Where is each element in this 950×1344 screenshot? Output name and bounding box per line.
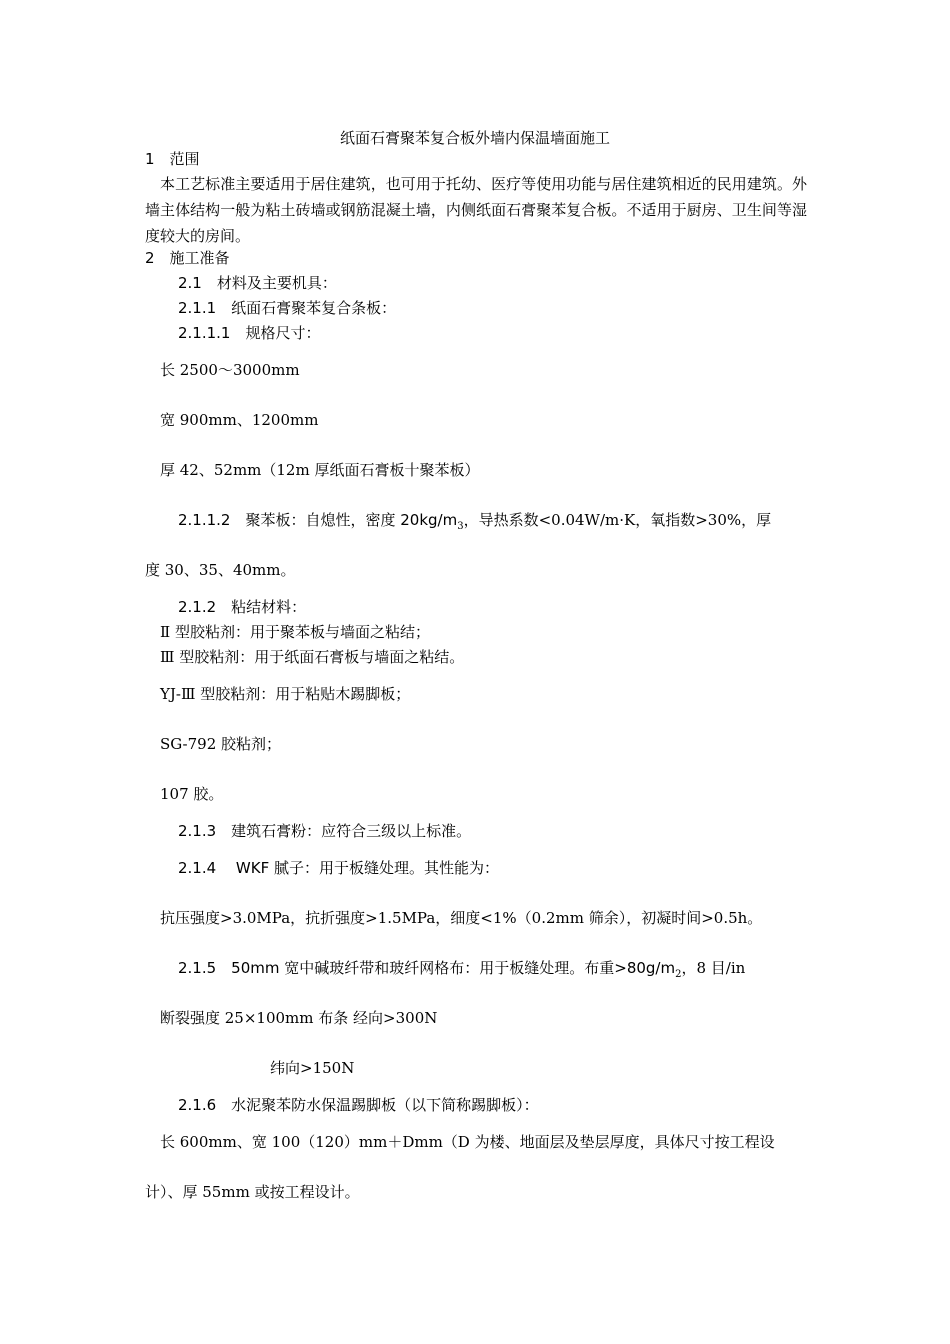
polystyrene-spec-subscript: 3 <box>457 521 464 532</box>
section-2-heading: 2 施工准备 <box>145 249 230 267</box>
subsection-2-1-1-1: 2.1.1.1 规格尺寸： <box>178 324 321 342</box>
adhesive-type-2: Ⅱ 型胶粘剂：用于聚苯板与墙面之粘结； <box>160 623 430 641</box>
subsection-2-1-2: 2.1.2 粘结材料： <box>178 598 307 616</box>
wkf-properties: 抗压强度>3.0MPa，抗折强度>1.5MPa，细度<1%（0.2mm 筛余），初凝时间>0.5h。 <box>160 909 763 927</box>
fiberglass-spec-a: 2.1.5 50mm 宽中碱玻纤带和玻纤网格布：用于板缝处理。布重>80g/m <box>178 959 676 977</box>
breaking-strength-warp: 断裂强度 25×100mm 布条 经向>300N <box>160 1009 438 1027</box>
subsection-2-1: 2.1 材料及主要机具： <box>178 274 337 292</box>
subsection-2-1-1-2 <box>178 510 771 537</box>
document-title: 纸面石膏聚苯复合板外墙内保温墙面施工 <box>339 129 610 147</box>
skirting-spec-line-1: 长 600mm、宽 100（120）mm＋Dmm（D 为楼、地面层及垫层厚度，具体尺寸按工程设 <box>160 1133 775 1151</box>
subsection-2-1-6: 2.1.6 水泥聚苯防水保温踢脚板（以下简称踢脚板）： <box>178 1096 539 1114</box>
fiberglass-spec-subscript: 2 <box>675 969 682 980</box>
polystyrene-spec-continued: 度 30、35、40mm。 <box>145 561 296 579</box>
adhesive-107: 107 胶。 <box>160 785 224 803</box>
spec-width: 宽 900mm、1200mm <box>160 411 319 429</box>
section-1-body: 本工艺标准主要适用于居住建筑，也可用于托幼、医疗等使用功能与居住建筑相近的民用建筑。外墙主体结构一般为粘土砖墙或钢筋混凝土墙，内侧纸面石膏聚苯复合板。不适用于厨房、卫生间等湿度较大的房间。 <box>145 175 807 245</box>
subsection-2-1-3: 2.1.3 建筑石膏粉：应符合三级以上标准。 <box>178 822 472 840</box>
adhesive-sg-792: SG-792 胶粘剂； <box>160 735 282 753</box>
spec-length: 长 2500～3000mm <box>160 361 300 379</box>
subsection-2-1-1: 2.1.1 纸面石膏聚苯复合条板： <box>178 299 397 317</box>
fiberglass-spec-b: ，8 目/in <box>681 959 746 977</box>
subsection-2-1-4: 2.1.4 WKF 腻子：用于板缝处理。其性能为： <box>178 859 500 877</box>
breaking-strength-weft: 纬向>150N <box>270 1059 355 1077</box>
polystyrene-spec-a: 2.1.1.2 聚苯板：自熄性，密度 20kg/m <box>178 511 458 529</box>
adhesive-yj-3: YJ-Ⅲ 型胶粘剂：用于粘贴木踢脚板； <box>160 685 411 703</box>
section-1-heading: 1 范围 <box>145 150 200 168</box>
adhesive-type-3: Ⅲ 型胶粘剂：用于纸面石膏板与墙面之粘结。 <box>160 648 465 666</box>
polystyrene-spec-b: ，导热系数<0.04W/m·K，氧指数>30%，厚 <box>463 511 772 529</box>
skirting-spec-line-2: 计）、厚 55mm 或按工程设计。 <box>145 1183 360 1201</box>
subsection-2-1-5 <box>178 958 745 985</box>
spec-thickness: 厚 42、52mm（12m 厚纸面石膏板十聚苯板） <box>160 461 480 479</box>
